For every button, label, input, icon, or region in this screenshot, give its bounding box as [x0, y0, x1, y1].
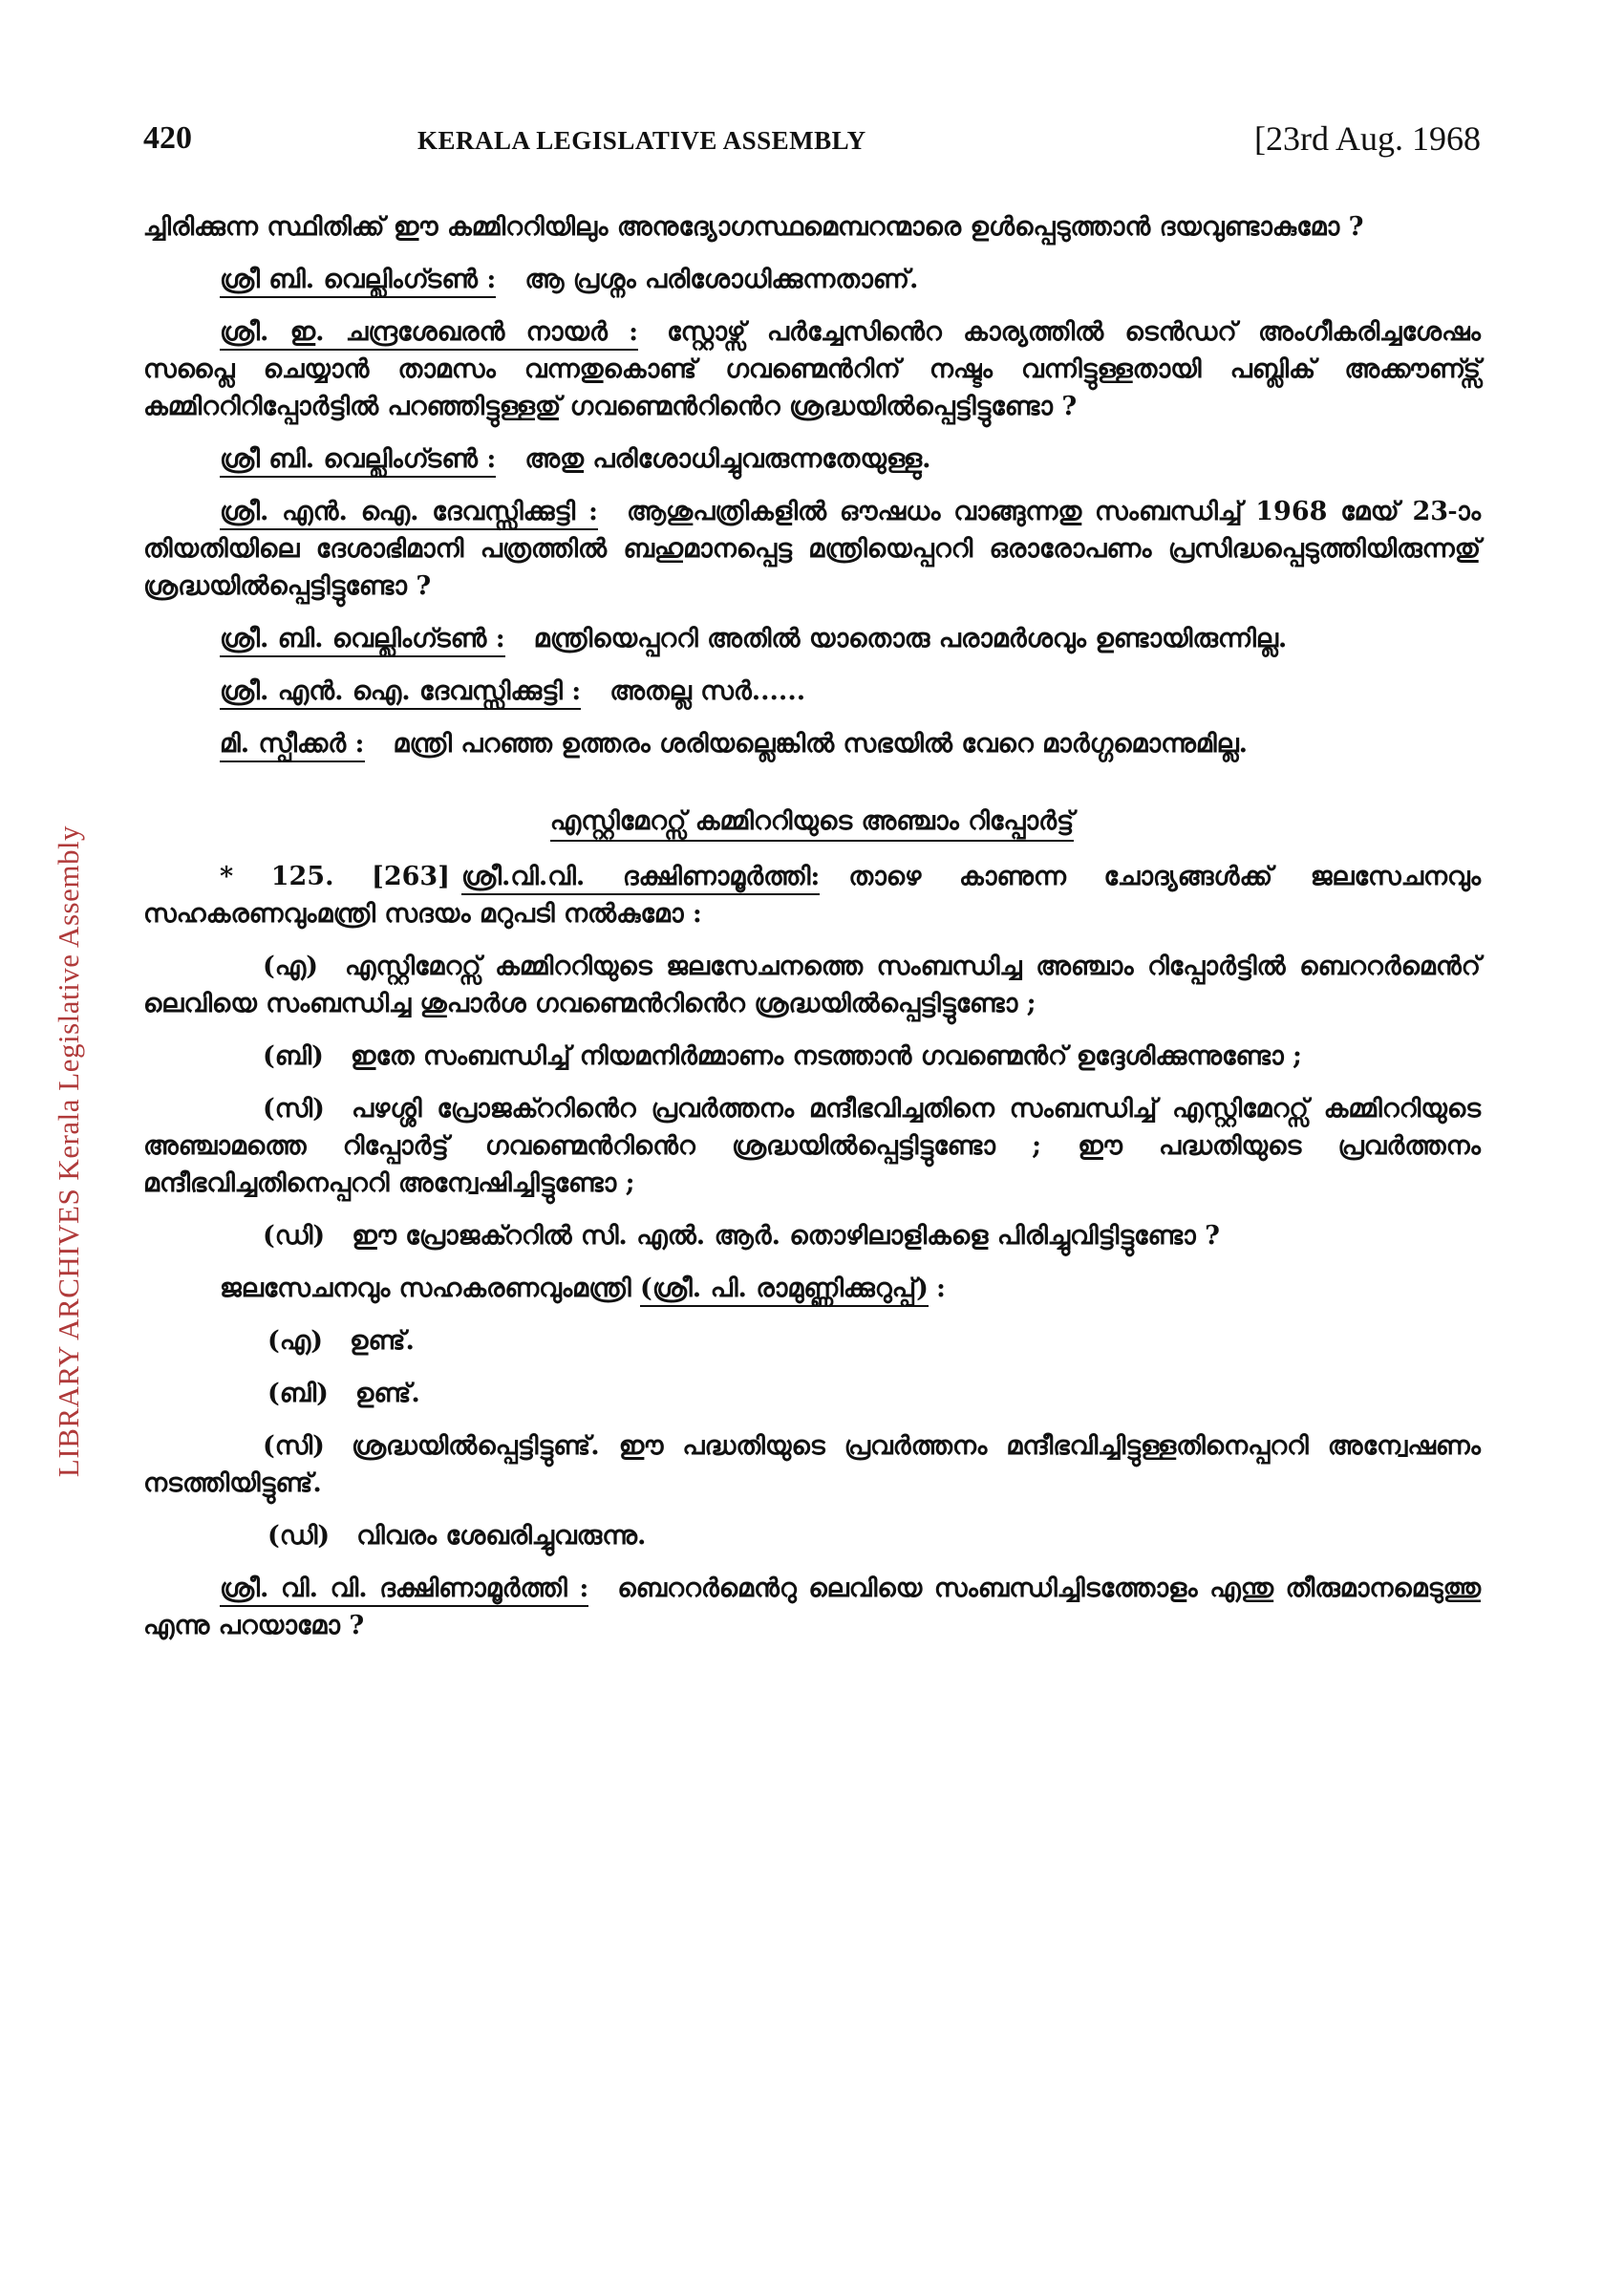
part-marker: (എ) — [267, 1326, 324, 1356]
speech-paragraph — [143, 673, 1481, 710]
running-header — [143, 115, 1481, 172]
part-text: ഈ പ്രോജക്ററിൽ സി. എൽ. ആർ. തൊഴിലാളികളെ പിരിച്ചുവിട്ടിട്ടുണ്ടോ ? — [352, 1221, 1220, 1251]
speech-text: അതല്ല സർ...... — [609, 676, 806, 706]
question-part — [143, 1090, 1481, 1202]
part-marker: (സി) — [263, 1094, 325, 1124]
speech-paragraph — [143, 440, 1481, 478]
paragraph-continued — [143, 208, 1481, 246]
part-text: എസ്റ്റിമേററ്സ് കമ്മിററിയുടെ ജലസേചനത്തെ സംബന്ധിച്ച അഞ്ചാം റിപ്പോർട്ടിൽ ബെററർമെൻറ് ലെവിയെ സംബന്ധിച്ച ശുപാർശ ഗവണ്മെൻറിൻെറ ശ്രദ്ധയിൽപ്പെട്ടിട്ടുണ്ടോ ; — [143, 952, 1481, 1018]
paragraph-text: ച്ചിരിക്കുന്ന സ്ഥിതിക്ക് ഈ കമ്മിററിയിലും അനുദ്യോഗസ്ഥമെമ്പറന്മാരെ ഉൾപ്പെടുത്താൻ ദയവുണ്ടാകുമോ ? — [143, 212, 1364, 242]
answer-part — [143, 1427, 1481, 1502]
speech-paragraph — [143, 725, 1481, 762]
speech-paragraph — [143, 261, 1481, 298]
watermark-text: LIBRARY ARCHIVES Kerala Legislative Assembly — [52, 825, 85, 1478]
question-number: * 125. [263] — [220, 862, 450, 891]
speaker-name: ശ്രീ. ഇ. ചന്ദ്രശേഖരൻ നായർ : — [220, 317, 638, 351]
question-paragraph — [143, 858, 1481, 932]
answer-part — [143, 1322, 1481, 1360]
part-text: ഉണ്ട്. — [350, 1326, 415, 1356]
speaker-name: മി. സ്പീക്കർ : — [220, 729, 365, 762]
speech-paragraph — [143, 313, 1481, 425]
proceedings-body — [143, 208, 1481, 1644]
speech-paragraph — [143, 1570, 1481, 1644]
minister-name: (ശ്രീ. പി. രാമുണ്ണിക്കുറുപ്പ്) — [640, 1274, 929, 1307]
part-marker: (ഡി) — [267, 1521, 331, 1551]
speaker-name: ശ്രീ. എൻ. ഐ. ദേവസ്സിക്കുട്ടി : — [220, 497, 598, 530]
speech-text: സ്റ്റോഴ്സ് പർച്ചേസിൻെറ കാര്യത്തിൽ ടെൻഡറ് അംഗീകരിച്ചശേഷം സപ്ലൈ ചെയ്യാൻ താമസം വന്നതുകൊണ്ട് ഗവണ്മെൻറിന് നഷ്ടം വന്നിട്ടുള്ളതായി പബ്ലിക് അക്കൗണ്ട്സ് കമ്മിററിറിപ്പോർട്ടിൽ പറഞ്ഞിട്ടുള്ളതു് ഗവണ്മെൻറിൻെറ ശ്രദ്ധയിൽപ്പെട്ടിട്ടുണ്ടോ ? — [143, 317, 1481, 421]
speaker-name: ശ്രീ. വി. വി. ദക്ഷിണാമൂർത്തി : — [220, 1574, 588, 1607]
part-marker: (ബി) — [263, 1041, 324, 1071]
publication-title: KERALA LEGISLATIVE ASSEMBLY — [417, 126, 866, 155]
speech-text: ബെററർമെൻറു ലെവിയെ സംബന്ധിച്ചിടത്തോളം എന്തു തീരുമാനമെടുത്തു എന്നു പറയാമോ ? — [143, 1574, 1481, 1640]
part-marker: (സി) — [263, 1431, 325, 1461]
speech-paragraph — [143, 620, 1481, 657]
part-text: ഇതേ സംബന്ധിച്ച് നിയമനിർമ്മാണം നടത്താൻ ഗവണ്മെൻറ് ഉദ്ദേശിക്കുന്നുണ്ടോ ; — [350, 1041, 1303, 1071]
section-heading-text: എസ്റ്റിമേററ്സ് കമ്മിററിയുടെ അഞ്ചാം റിപ്പോർട്ട് — [550, 806, 1074, 842]
part-marker: (ബി) — [267, 1379, 329, 1408]
answer-part — [143, 1517, 1481, 1554]
speaker-name: ശ്രീ. എൻ. ഐ. ദേവസ്സിക്കുട്ടി : — [220, 676, 581, 710]
part-text: പഴശ്ശി പ്രോജക്ററിൻെറ പ്രവർത്തനം മന്ദീഭവിച്ചതിനെ സംബന്ധിച്ച് എസ്റ്റിമേററ്സ് കമ്മിററിയുടെ അഞ്ചാമത്തെ റിപ്പോർട്ട് ഗവണ്മെൻറിൻെറ ശ്രദ്ധയിൽപ്പെട്ടിട്ടുണ്ടോ ; ഈ പദ്ധതിയുടെ പ്രവർത്തനം മന്ദീഭവിച്ചതിനെപ്പററി അന്വേഷിച്ചിട്ടുണ്ടോ ; — [143, 1094, 1481, 1198]
question-part — [143, 1038, 1481, 1075]
part-text: വിവരം ശേഖരിച്ചുവരുന്നു. — [356, 1521, 647, 1551]
question-part — [143, 948, 1481, 1022]
speech-text: ആ പ്രശ്നം പരിശോധിക്കുന്നതാണ്. — [524, 265, 919, 294]
speech-text: മന്ത്രിയെപ്പററി അതിൽ യാതൊരു പരാമർശവും ഉണ്ടായിരുന്നില്ല. — [533, 624, 1288, 653]
part-text: ശ്രദ്ധയിൽപ്പെട്ടിട്ടുണ്ട്. ഈ പദ്ധതിയുടെ പ്രവർത്തനം മന്ദീഭവിച്ചിട്ടുള്ളതിനെപ്പററി അന്വേഷണം നടത്തിയിട്ടുണ്ട്. — [143, 1431, 1481, 1498]
speech-text: ആശുപത്രികളിൽ ഔഷധം വാങ്ങുന്നതു സംബന്ധിച്ച് 1968 മേയ് 23-ാം തിയതിയിലെ ദേശാഭിമാനി പത്രത്തിൽ ബഹുമാനപ്പെട്ട മന്ത്രിയെപ്പററി ഒരാരോപണം പ്രസിദ്ധപ്പെടുത്തിയിരുന്നതു് ശ്രദ്ധയിൽപ്പെട്ടിട്ടുണ്ടോ ? — [143, 497, 1482, 601]
answer-intro — [143, 1270, 1481, 1307]
speaker-name: ശ്രീ ബി. വെല്ലിംഗ്ടൺ : — [220, 265, 496, 298]
sitting-date: [23rd Aug. 1968 — [1254, 119, 1481, 158]
answer-intro-suffix: : — [935, 1274, 946, 1303]
part-marker: (ഡി) — [263, 1221, 326, 1251]
document-page — [143, 115, 1482, 1640]
speech-paragraph — [143, 493, 1481, 605]
speech-text: മന്ത്രി പറഞ്ഞ ഉത്തരം ശരിയല്ലെങ്കിൽ സഭയിൽ വേറെ മാർഗ്ഗമൊന്നുമില്ല. — [393, 729, 1249, 759]
part-marker: (എ) — [263, 952, 319, 981]
speaker-name: ശ്രീ ബി. വെല്ലിംഗ്ടൺ : — [220, 444, 496, 478]
question-part — [143, 1217, 1481, 1254]
part-text: ഉണ്ട്. — [354, 1379, 420, 1408]
archive-watermark — [50, 0, 88, 2292]
question-text: താഴെ കാണുന്ന ചോദ്യങ്ങൾക്ക് ജലസേചനവും സഹകരണവുംമന്ത്രി സദയം മറുപടി നൽകുമോ : — [143, 862, 1482, 929]
answer-intro-prefix: ജലസേചനവും സഹകരണവുംമന്ത്രി — [220, 1274, 631, 1303]
answer-part — [143, 1375, 1481, 1412]
speaker-name: ശ്രീ.വി.വി. ദക്ഷിണാമൂർത്തി: — [461, 862, 820, 895]
section-heading — [143, 806, 1481, 837]
speaker-name: ശ്രീ. ബി. വെല്ലിംഗ്ടൺ : — [220, 624, 505, 657]
speech-text: അതു പരിശോധിച്ചുവരുന്നതേയുള്ളു. — [524, 444, 931, 474]
page-number: 420 — [143, 120, 192, 156]
